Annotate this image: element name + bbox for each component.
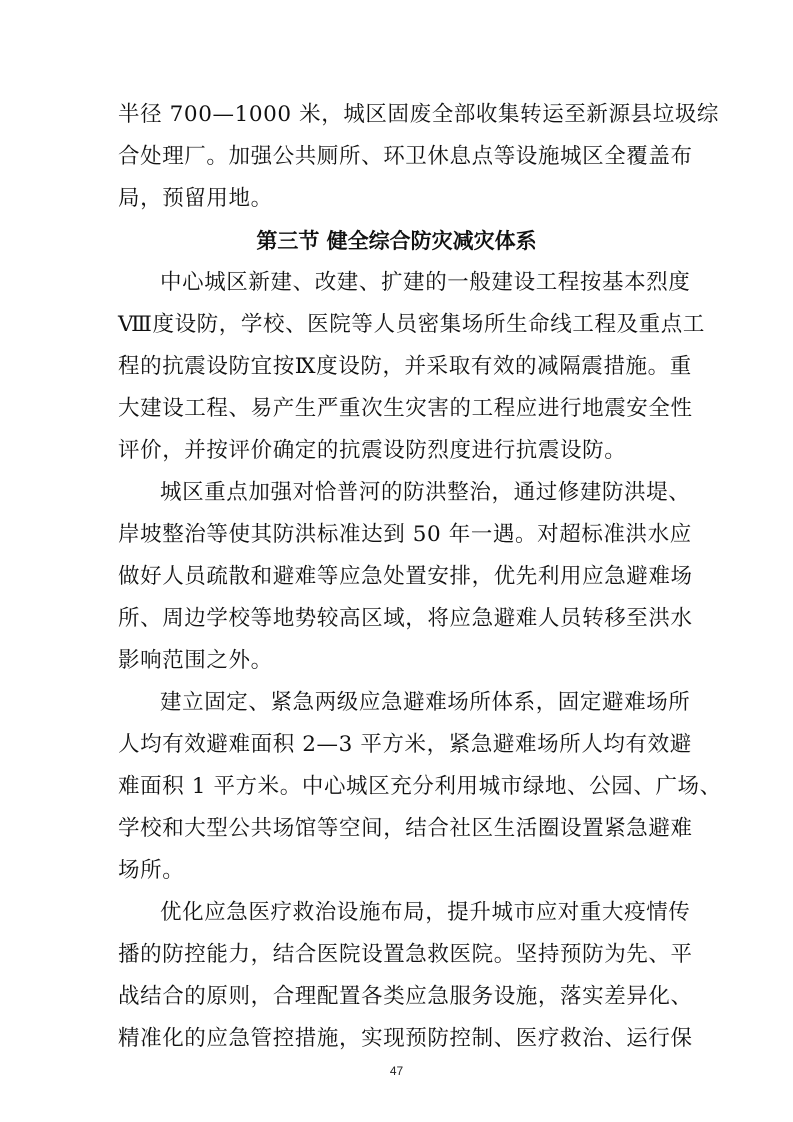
paragraph-line: 评价，并按评价确定的抗震设防烈度进行抗震设防。 [118,438,627,463]
paragraph-line: 人均有效避难面积 2—3 平方米，紧急避难场所人均有效避 [118,732,692,757]
paragraph-line: 建立固定、紧急两级应急避难场所体系，固定避难场所 [160,690,691,715]
paragraph-line: 合处理厂。加强公共厕所、环卫休息点等设施城区全覆盖布 [118,144,693,169]
paragraph-line: 程的抗震设防宜按Ⅸ度设防，并采取有效的减隔震措施。重 [118,354,692,379]
paragraph-line: 局，预留用地。 [118,186,273,211]
paragraph-line: 半径 700—1000 米，城区固废全部收集转运至新源县垃圾综 [118,102,720,127]
paragraph-line: 学校和大型公共场馆等空间，结合社区生活圈设置紧急避难 [118,816,693,841]
paragraph-line: 大建设工程、易产生严重次生灾害的工程应进行地震安全性 [118,396,693,421]
paragraph-line: 播的防控能力，结合医院设置急救医院。坚持预防为先、平 [118,942,693,967]
paragraph-line: 优化应急医疗救治设施布局，提升城市应对重大疫情传 [160,900,691,925]
paragraph-line: Ⅷ度设防，学校、医院等人员密集场所生命线工程及重点工 [118,312,705,337]
paragraph-line: 精准化的应急管控措施，实现预防控制、医疗救治、运行保 [118,1026,693,1051]
paragraph-line: 中心城区新建、改建、扩建的一般建设工程按基本烈度 [160,270,691,295]
paragraph-line: 岸坡整治等使其防洪标准达到 50 年一遇。对超标准洪水应 [118,522,692,547]
paragraph-line: 做好人员疏散和避难等应急处置安排，优先利用应急避难场 [118,564,693,589]
paragraph-line: 场所。 [118,858,185,883]
paragraph-line: 战结合的原则，合理配置各类应急服务设施，落实差异化、 [118,984,693,1009]
page-number: 47 [389,1064,404,1078]
section-heading: 第三节 健全综合防灾减灾体系 [256,229,537,253]
paragraph-line: 难面积 1 平方米。中心城区充分利用城市绿地、公园、广场、 [118,774,722,799]
paragraph-line: 所、周边学校等地势较高区域，将应急避难人员转移至洪水 [118,606,693,631]
paragraph-line: 城区重点加强对恰普河的防洪整治，通过修建防洪堤、 [160,480,691,505]
paragraph-line: 影响范围之外。 [118,648,273,673]
